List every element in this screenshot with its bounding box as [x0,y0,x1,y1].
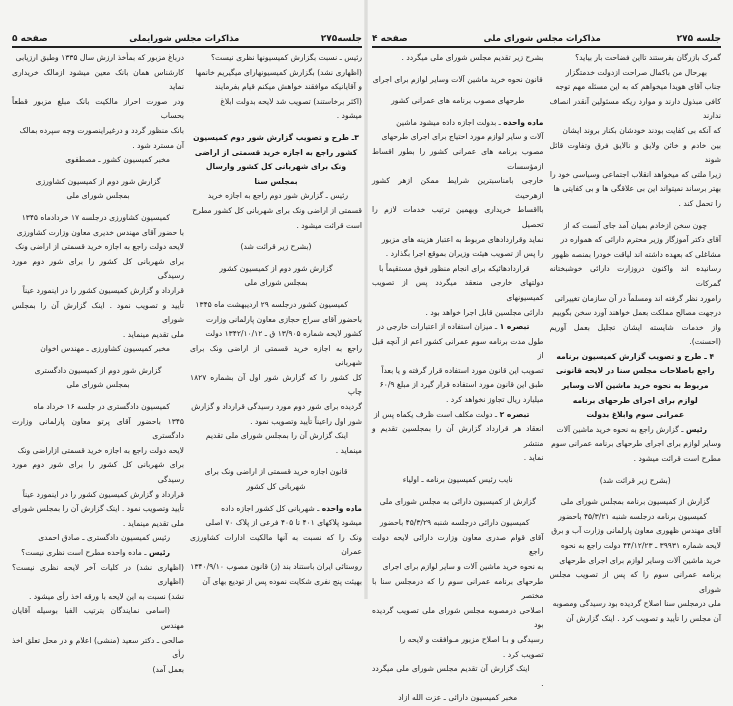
text-line: بین خادم و خائن ولایق و نالایق فرق وتفاوت قائل شوند [549,140,721,165]
spacer [190,255,362,262]
text-line: کمیسیون برنامه درجلسه شنبه ۴۵/۳/۲۱ باحضور [558,511,707,521]
left-page [0,0,366,674]
section-heading: عمرانی سوم وابلاغ بدولت [586,410,685,420]
text-line: کمیسیون دارائی درجلسه شنبه ۴۵/۳/۲۹ باحضور [379,518,530,528]
text-line: کشور لایحه شماره ۱۳/۹۰۵ ق ـ ۱۳۴۲/۱۰/۱۲ دولت [205,329,362,339]
centered-line: گزارش از کمیسیون دارائی به مجلس شورای ملی [379,496,536,506]
text-line: باحضور آقای سراج حجازی معاون پارلمانی وزارت [206,314,362,324]
publication-title: مذاکرات مجلس شورای ملی [483,34,601,44]
spacer [190,495,362,502]
centered-line: (بشرح زیر قرائت شد) [599,475,671,485]
spacer [372,87,544,94]
text-line: درباغ مزبور که بمأخذ ارزش سال ۱۳۳۵ وطبق ارزیابی [15,53,184,62]
text-line: ملی تقدیم مینماید . [122,518,184,528]
text-line: رئیس ـ ماده واحده مطرح است نظری نیست؟ [21,548,170,557]
speaker-label: ماده واحده [321,503,362,513]
centered-line: قانون اجازه خرید قسمتی از اراضی ونک برای [204,467,348,477]
text-line: درجهت مصالح مملکت بعمل خواهند آورد سخن بگوییم [552,308,721,318]
page-number: صفحه ۴ [372,34,408,44]
centered-line: گزارش از کمیسیون برنامه بمجلس شورای ملی [560,497,710,507]
text-line: مینماید . [335,445,362,455]
text-line: واز خدمات شایسته ایشان تجلیل بعمل آوریم (احسنت). [549,322,721,347]
text-line: کمیسیون دادگستری در جلسه ۱۶ خرداد ماه [33,402,170,412]
publication-title: مذاکرات مجلس شورایملی [129,34,240,44]
centered-line: بمجلس شورای ملی [66,380,130,390]
section-heading: ۴ ـ طرح و تصویب گزارش کمیسیون برنامه [556,351,715,361]
text-line: و آقایانیکه موافقند خواهش میکنم قیام بفرمایند [214,82,362,92]
centered-line: نایب رئیس کمیسیون برنامه ـ اولیاء [402,475,513,485]
text-line: میشود پلاکهای ۴۰۱ تا ۴۰۵ فرعی از پلاک ۷۰ اصلی [205,518,362,528]
speaker-label: رئیس [685,424,707,434]
text-line: وسایر لوازم برای اجرای طرحهای برنامه عمرانی سوم [551,439,721,449]
text-line: (اظهاری نشد) بگزارش کمیسیونهارای میگیریم خانمها [195,67,362,77]
text-line: آلات و سایر لوازم مورد احتیاج برای اجرای طرحهای [381,132,544,142]
section-heading: ونک برای شهربانی کل کشور وارسال [205,162,347,172]
text-line: قسمتی از اراضی ونک برای شهربانی کل کشور مطرح [192,205,362,215]
spacer [372,488,544,495]
text-line: شور اول راعیناً تأیید وتصویب نمود . [250,416,362,426]
text-line: رئیس ـ گزارش شور دوم راجع به اجازه خرید [207,191,348,201]
section-heading: ۳ـ طرح و تصویب گزارش شور دوم کمیسیون [193,132,359,142]
spacer [372,109,544,116]
speaker-label: تبصره ۱ [499,322,530,332]
section-heading: راجع باصلاحات مجلس سنا در لایحه قانونی [555,366,715,376]
text-line: که آنکه بی کفایت بودند خودشان بکنار بروند ایشان [562,125,721,135]
text-line: جناب آقای هویدا میخواهم که به این مسئله مهم توجه [555,82,721,92]
running-head [12,32,362,48]
text-line: رئیس ـ گزارش راجع به نحوه خرید ماشین آلات [556,424,707,434]
text-line: دارائی مجلسین قابل اجرا خواهد بود . [425,307,544,317]
text-line: آقای مهندس ظهوری معاون پارلمانی وزارت آب و برق [551,526,721,536]
running-head [372,32,721,48]
right-page [366,0,733,703]
text-line: راجع به اجازه خرید قسمتی از اراضی ونک برای شهربانی [190,343,362,368]
text-line: رسیدگی و بـا اصلاح مزبور مـوافقت و لایحه را [399,634,544,644]
text-column-right [190,51,362,601]
text-line: بااقساط خریداری وبهمین ترتیب خدمات لازم را تحصیل [372,205,544,229]
session-number: جلسه۲۷۵ [320,34,362,44]
spacer [12,168,184,175]
text-column-left [372,51,544,703]
speaker-label: ماده واحده [503,117,544,127]
text-line: اصلاحی درمصوبه مجلس شورای ملی تصویب گردیده بود [372,605,544,630]
text-line: مخبر کمیسیون کشور ـ مصطفوی [65,155,170,165]
text-line: بهتر برساند نمیتواند این بی علاقگی ها و بی کفایتی ها [553,184,721,194]
text-line: نماید . [523,453,544,463]
text-line: (اکثر برخاستند) تصویب شد لایحه بدولت ابلاغ [220,96,362,106]
text-line: روستائی ایران باستناد بند (ز) قانون مصوب ۱۳۴۰/۹/۱۰ [190,562,362,571]
text-line: رئیس ـ نسبت بگزارش کمیسیونها نظری نیست؟ [211,53,362,62]
text-line: خرید ماشین آلات وسایر لوازم برای اجرای طرحهای [559,555,721,565]
spacer [190,124,362,131]
text-line: آن مسترد شود . [132,140,184,150]
spacer [372,66,544,73]
text-line: رئیس کمیسیون دادگستری ـ صادق احمدی [38,533,170,543]
text-line: برای شهربانی کل کشور را برای شور دوم مورد رسیدگی [12,460,184,485]
session-number: جلسه ۲۷۵ [676,34,721,44]
text-line: طبق این قانون مورد استفاده قرار گیرد از مبلغ ۶۰/۹ [379,380,544,390]
text-line: (اسامی نمایندگان بترتیب الفبا بوسیله آقایان مهندس [12,606,184,630]
centered-line: طرحهای مصوب برنامه های عمرانی کشور [391,96,525,106]
text-line: (اظهاری نشد) در کلیات آخر لایحه نظری نیست؟ (اظهاری [12,562,184,587]
text-line: به نحوه خرید ماشین آلات و سایر لوازم برای اجرای [382,562,544,571]
text-line: آن مجلس را تأیید و تصویب کرد . اینک گزارش آن [566,613,721,623]
text-line: بانک منظور گردد و درغیراینصورت وجه سپرده بمالک [19,125,184,135]
text-line: بعمل آمد) [152,664,184,674]
centered-line: (بشرح زیر قرائت شد) [240,242,312,252]
text-line: برنامه عمرانی سوم را که پس از تصویب مجلس شورای [549,570,721,594]
text-line: ماده واحده ـ بدولت اجازه داده میشود ماشین [396,117,544,127]
text-line: مخبر کمیسیون کشاورزی ـ مهندس اخوان [40,344,170,354]
text-line: کارشناس همان بانک معین میشود ازمالک خریداری نماید [12,67,184,92]
spacer [190,233,362,240]
text-line: بهرحال من باکمال صراحت ازدولت خدمتگزار [565,67,707,77]
text-line: ودر صورت احراز مالکیت بانک مبلغ مزبور قطعاً بحساب [12,96,184,121]
spacer [12,393,184,400]
text-line: تأیید و تصویب نمود . اینک گزارش آن را بمجلس شورای [12,300,184,325]
section-heading: بمجلس سنا [254,176,298,186]
text-line: کمیسیون کشور درجلسه ۲۹ اردیبهشت ماه ۱۳۴۵ [195,299,348,309]
spacer [190,291,362,298]
centered-line: گزارش شور دوم از کمیسیون کشاورزی [35,176,161,186]
spacer [550,467,722,474]
text-line: چون سخن ازخادم بمیان آمد جای آنست که از [563,220,707,230]
text-line: گردیده برای شور دوم مورد رسیدگی قرارداد و گزارش [191,402,362,412]
text-line: طول مدت برنامه سوم عمرانی کشور اعم از آنچه قبل از [372,336,544,361]
text-line: اینک گزارش آن تقدیم مجلس شورای ملی میگردد . [372,664,544,688]
text-line: تبصره ۲ ـ دولت مکلف است ظرف یکماه پس از [373,409,530,419]
text-line: کمیسیون کشاورزی درجلسه ۱۷ خردادماه ۱۳۴۵ [21,212,170,222]
centered-line: گزارش شور دوم از کمیسیون دادگستری [34,365,162,375]
page-number: صفحه ۵ [12,34,48,44]
text-line: نشد) نسبت به این لایحه با ورقه اخذ رأی میشود . [28,591,184,601]
speaker-label: تبصره ۲ [499,409,530,419]
section-heading: مربوط به نحوه خرید ماشین آلات وسایر [561,381,709,391]
text-line: مصوب برنامه های عمرانی کشور را بطور اقساط ازمؤسسات [372,146,544,171]
text-line: را پس از تصویب هیئت وزیران بموقع اجرا بگذارد . [385,249,544,259]
text-line: برای شهربانی کل کشور را برای شور دوم مورد رسیدگی [12,256,184,281]
text-line: زیرا ملتی که میخواهد انقلاب اجتماعی وسیاسی خود را [549,169,721,179]
text-line: میلیارد ریال تجاوز نخواهد کرد . [445,395,544,405]
text-line: تصویب کرد . [502,649,544,659]
text-line: است قرائت میشود . [296,220,362,230]
text-line: تبصره ۱ ـ میزان استفاده از اعتبارات خارجی در [376,322,530,332]
text-line: ۱۳۴۵ باحضور آقای پرتو معاون پارلمانی وزارت دادگستری [12,416,184,441]
text-line: را تحمل کند . [678,198,721,208]
text-line: رامورد نظر گرفته اند ومسلماً در آن سازمان تغییراتی [554,293,721,303]
text-line: طرحهای برنامه عمرانی سوم را که درمجلس سنا با مختصر [372,576,544,601]
text-line: قرارداد و گزارش کمیسیون کشور را در اینمورد عیناً [22,285,184,295]
text-line: قراردادهائیکه برای انجام منظور فوق مستقیماً با [379,263,530,273]
text-line: بشرح زیر تقدیم مجلس شورای ملی میگردد . [401,53,544,62]
text-line: لایحه دولت راجع به اجازه خرید قسمتی ازاراضی ونک [17,445,184,455]
centered-line: شهربانی کل کشور [246,482,306,492]
text-column-left [12,51,184,674]
text-line: مطرح است قرائت میشود . [633,454,721,464]
centered-line: گزارش شور دوم از کمیسیون کشور [219,263,333,273]
section-heading: کشور راجع به اجازه خرید قسمتی از اراضی [194,147,358,157]
text-line: تصویب این قانون مورد استفاده قرار گرفته و یا بعداً [381,365,544,375]
centered-line: قانون نحوه خرید ماشین آلات وسایر لوازم برای اجرای [372,74,543,84]
centered-line: مخبر کمیسیون دارائی ـ عزت الله ازاد [398,693,518,703]
spacer [190,458,362,465]
text-line: آقای قوام صدری معاون وزارت دارائی لایحه دولت راجع [372,532,544,557]
text-line: مشاغلی که بعهده داشته اند لیاقت خودرا بمنصه ظهور [551,249,721,259]
text-line: لایحه شماره ۳۹۹۳۱ ـ ۴۴/۱۲/۲۳ دولت راجع به نحوه [560,541,721,550]
speaker-label: رئیس [148,548,170,557]
spacer [12,357,184,364]
text-line: ملی درمجلس سنا اصلاح گردیده بود رسیدگی ومصوبه [552,599,721,609]
text-line: خارجی بامناسبترین شرایط ممکن ازهر کشور ازهرحیث [372,176,544,200]
text-line: دولتهای خارجی منعقد میگردد پس از تصویب کمیسیونهای [372,278,544,302]
centered-line: بمجلس شورای ملی [66,191,130,201]
text-line: نماید وقراردادهای مربوط به اعتبار هزینه های مزبور [381,234,544,244]
spacer [372,466,544,473]
spacer [12,204,184,211]
text-line: ونک را که نسبت به آنها مالکیت ادارات کشاورزی عمران [190,532,362,557]
text-line: ملی تقدیم مینماید . [122,329,184,339]
text-line: با حضور آقای مهندس خدیری معاون وزارت کشاورزی [16,227,184,237]
text-line: لایحه دولت راجع به اجازه خرید قسمتی از اراضی ونک [15,242,184,252]
text-line: قرارداد و گزارش کمیسیون کشور را در اینمورد عیناً [22,489,184,499]
text-line: ماده واحده ـ شهربانی کل کشور اجازه داده [221,503,362,513]
text-line: میشود . [336,111,362,121]
spacer [372,509,544,516]
text-column-right [549,51,722,623]
text-line: تأیید وتصویب نمود . اینک گزارش آن را بمجلس شورای [12,504,184,514]
spacer [550,212,722,219]
text-line: گمرک بازرگان بفرستند تااین فضاحت بار بیاید؟ [575,53,721,62]
centered-line: بمجلس شورای ملی [244,278,308,288]
text-line: کل کشور را که گزارش شور اول آن بشماره ۱۸۲۷ چاپ [190,372,362,397]
spacer [550,488,722,495]
text-line: بهیئت پنج نفری شکایت نموده پس از تودیع بهای آن [202,576,362,586]
text-line: انعقاد هر قرارداد گزارش آن را بمجلسین تقدیم و منتشر [372,424,544,448]
text-line: رسانیده اند واکنون دروزارت دارائی خوشبختانه گمرکات [549,264,721,288]
text-line: کافی مبذول دارند و موارد ریکه مسئولین آنقدر انصاف ندارند [549,96,721,121]
text-line: آقای دکتر آموزگار وزیر محترم دارائی که همواره در [560,235,721,245]
text-line: صالحی ـ دکتر سعید (منشی) اعلام و در محل تعلق اخذ رأی [12,635,184,660]
section-heading: لوازم برای اجرای طرحهای برنامه [572,395,698,405]
text-line: اینک گزارش آن را بمجلس شورای ملی تقدیم [205,431,348,441]
